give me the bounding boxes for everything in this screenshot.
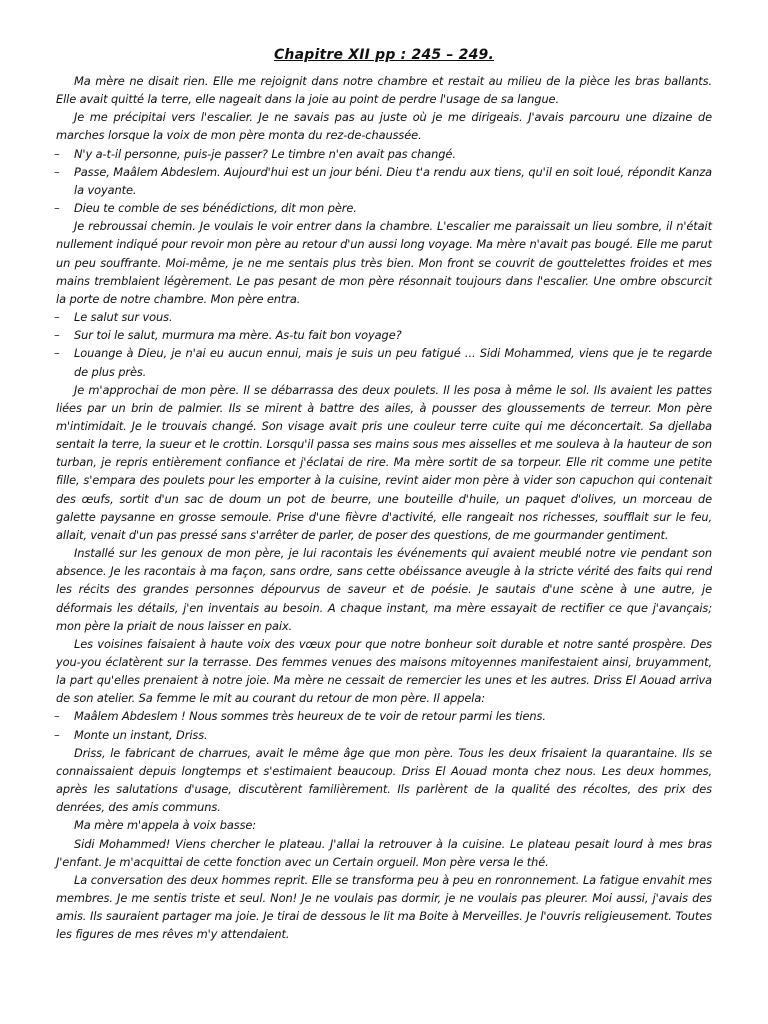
chapter-text [56,72,712,944]
dialogue-line [56,726,712,744]
paragraph: Je m'approchai de mon père. Il se débarrassa des deux poulets. Il les posa à même le sol. Ils avaient les pattes liées par un brin de palmier. Ils se mirent à battre des ailes, à pousser des gloussements de terreur. Mon père m'intimidait. Je le trouvais changé. Son visage avait pris une couleur terre cuite qui me déconcertait. Sa djellaba sentait la terre, la sueur et le crottin. Lorsqu'il passa ses mains sous mes aisselles et me souleva à la hauteur de son turban, je repris entièrement confiance et j'éclatai de rire. Ma mère sortit de sa torpeur. Elle rit comme une petite fille, s'empara des poulets pour les emporter à la cuisine, revint aider mon père à vider son capuchon qui contenait des œufs, sortit d'un sac de doum un pot de beurre, une bouteille d'huile, un paquet d'olives, un morceau de galette paysanne en grosse semoule. Prise d'une fièvre d'activité, elle rangeait nos richesses, soufflait sur le feu, allait, venait d'un pas pressé sans s'arrêter de parler, de poser des questions, de me gourmander gentiment. [56,382,712,542]
chapter-title: Chapitre XII pp : 245 – 249. [273,47,495,63]
paragraph: Les voisines faisaient à haute voix des vœux pour que notre bonheur soit durable et notre santé prospère. Des you-you éclatèrent sur la terrasse. Des femmes venues des maisons mitoyennes manifestaient ainsi, bruyamment, la part qu'elles prenaient à notre joie. Ma mère ne cessait de remercier les unes et les autres. Driss El Aouad arriva de son atelier. Sa femme le mit au courant du retour de mon père. Il appela: [56,636,712,706]
dialogue-dash: – [54,146,60,161]
dialogue-line [56,199,712,217]
dialogue-text: Maâlem Abdeslem ! Nous sommes très heureux de te voir de retour parmi les tiens. [74,709,546,724]
paragraph: Driss, le fabricant de charrues, avait le même âge que mon père. Tous les deux frisaient la quarantaine. Ils se connaissaient depuis longtemps et s'estimaient beaucoup. Driss El Aouad monta chez nous. Les deux hommes, après les salutations d'usage, discutèrent familièrement. Ils parlèrent de la qualité des récoltes, des prix des denrées, des amis communs. [56,745,712,815]
dialogue-dash: – [54,164,60,179]
dialogue-line [56,344,712,380]
dialogue-line [56,707,712,725]
dialogue-text: Passe, Maâlem Abdeslem. Aujourd'hui est un jour béni. Dieu t'a rendu aux tiens, qu'il en soit loué, répondit Kanza la voyante. [74,164,712,197]
dialogue-text: Monte un instant, Driss. [74,727,208,742]
paragraph: Je me précipitai vers l'escalier. Je ne savais pas au juste où je me dirigeais. J'avais parcouru une dizaine de marches lorsque la voix de mon père monta du rez-de-chaussée. [56,110,712,143]
dialogue-dash: – [54,727,60,742]
paragraph: Sidi Mohammed! Viens chercher le plateau. J'allai la retrouver à la cuisine. Le plateau pesait lourd à mes bras J'enfant. Je m'acquittai de cette fonction avec un Certain orgueil. Mon père versa le thé. [56,836,712,869]
dialogue-dash: – [54,310,60,325]
paragraph: Installé sur les genoux de mon père, je lui racontais les événements qui avaient meublé notre vie pendant son absence. Je les racontais à ma façon, sans ordre, sans cette obéissance aveugle à la stricte vérité des faits qui rend les récits des grandes personnes dépourvus de saveur et de poésie. Je sautais d'une scène à une autre, je déformais les détails, j'en inventais au besoin. A chaque instant, ma mère essayait de rectifier ce que j'avançais; mon père la priait de nous laisser en paix. [56,546,712,633]
dialogue-line [56,145,712,163]
dialogue-text: Dieu te comble de ses bénédictions, dit mon père. [74,201,357,216]
dialogue-text: Louange à Dieu, je n'ai eu aucun ennui, mais je suis un peu fatigué ... Sidi Mohammed, viens que je te regarde de plus près. [74,346,712,379]
dialogue-dash: – [54,328,60,343]
dialogue-line [56,326,712,344]
dialogue-text: Le salut sur vous. [74,310,173,325]
dialogue-text: Sur toi le salut, murmura ma mère. As-tu fait bon voyage? [74,328,402,343]
dialogue-line [56,163,712,199]
paragraph: Ma mère ne disait rien. Elle me rejoignit dans notre chambre et restait au milieu de la pièce les bras ballants. Elle avait quitté la terre, elle nageait dans la joie au point de perdre l'usage de sa langue. [56,74,712,107]
dialogue-text: N'y a-t-il personne, puis-je passer? Le timbre n'en avait pas changé. [74,146,456,161]
dialogue-dash: – [54,709,60,724]
paragraph: Je rebroussai chemin. Je voulais le voir entrer dans la chambre. L'escalier me paraissait un lieu sombre, il n'était nullement indiqué pour revoir mon père au retour d'un aussi long voyage. Ma mère n'avait pas bougé. Elle me parut un peu souffrante. Moi-même, je ne me sentais plus très bien. Mon front se couvrit de gouttelettes froides et mes mains tremblaient légèrement. Le pas pesant de mon père résonnait toujours dans l'escalier. Une ombre obscurcit la porte de notre chambre. Mon père entra. [56,219,712,306]
paragraph: La conversation des deux hommes reprit. Elle se transforma peu à peu en ronronnement. La fatigue envahit mes membres. Je me sentis triste et seul. Non! Je ne voulais pas dormir, je ne voulais pas pleurer. Moi aussi, j'avais des amis. Ils sauraient partager ma joie. Je tirai de dessous le lit ma Boite à Merveilles. Je l'ouvris religieusement. Toutes les figures de mes rêves m'y attendaient. [56,872,712,942]
dialogue-dash: – [54,201,60,216]
dialogue-line [56,308,712,326]
document-page [56,46,712,944]
dialogue-dash: – [54,346,60,361]
paragraph: Ma mère m'appela à voix basse: [74,818,257,833]
